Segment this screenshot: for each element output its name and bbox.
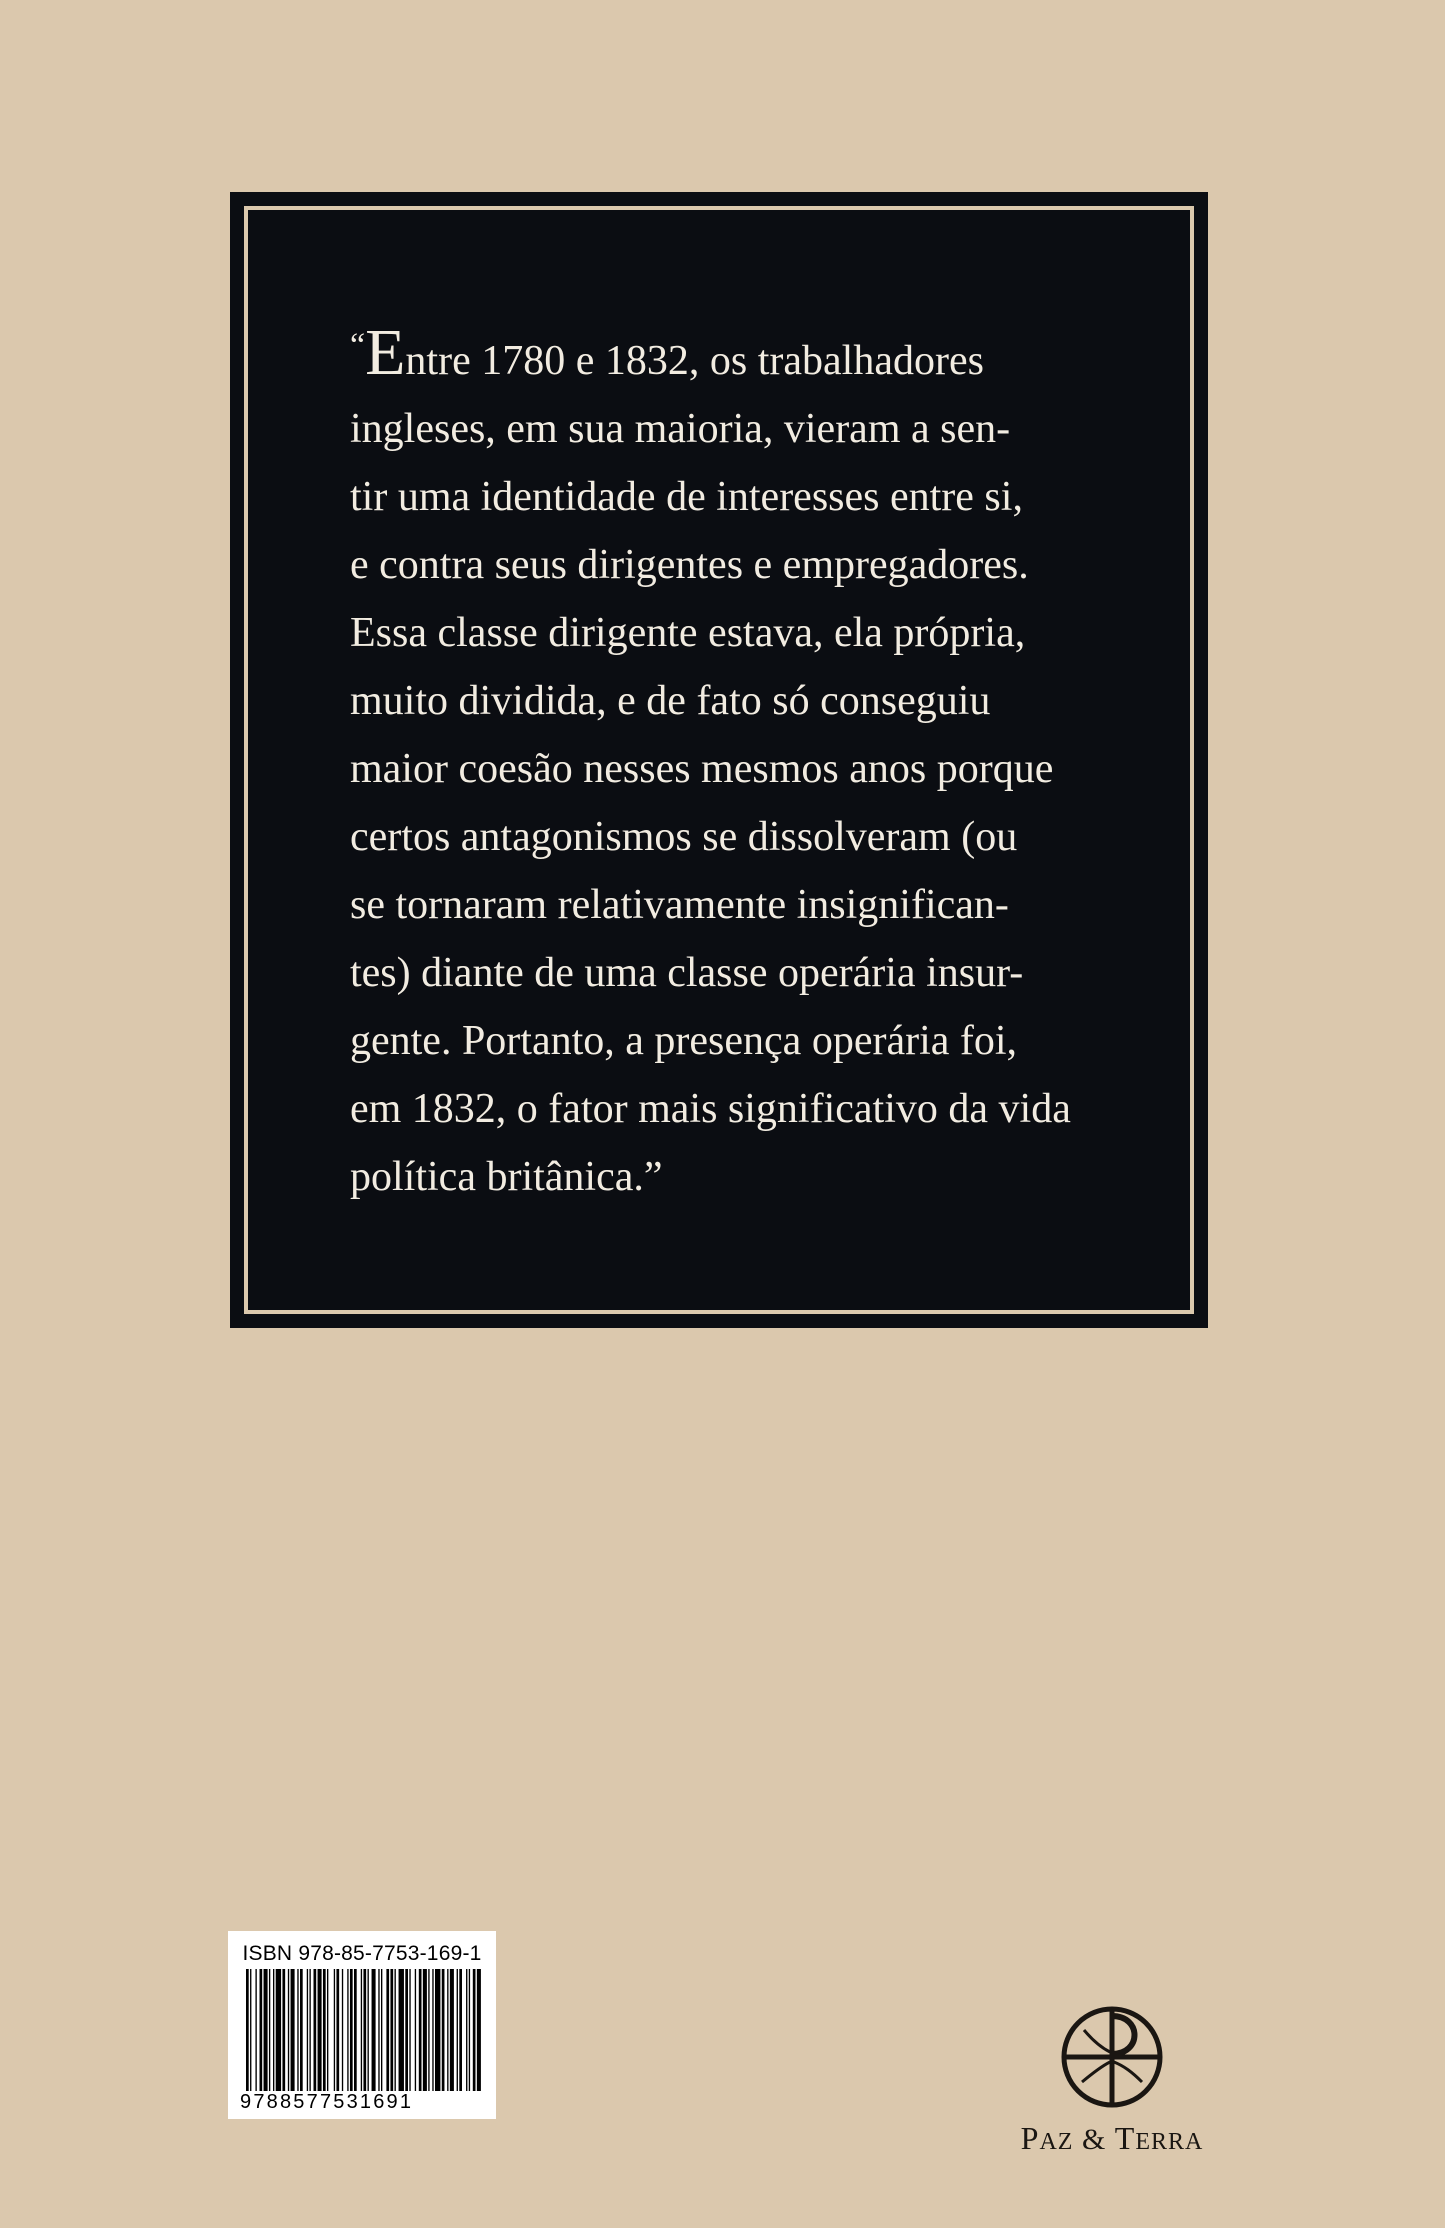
- barcode-bar: [291, 1969, 295, 2091]
- barcode-bar: [457, 1969, 458, 2091]
- publisher-name: PAZ & TERRA: [1020, 2120, 1204, 2156]
- barcode-bar: [336, 1969, 339, 2091]
- quote-line: tir uma identidade de interesses entre si,: [350, 474, 1023, 520]
- barcode-bar: [409, 1969, 410, 2091]
- barcode-bar: [459, 1969, 462, 2091]
- barcode-bar: [395, 1969, 396, 2091]
- quote-line: se tornaram relativamente insignifican-: [350, 882, 1009, 928]
- quote-last-line: política britânica.”: [350, 1154, 663, 1200]
- barcode-bar: [300, 1969, 303, 2091]
- barcode-bar: [269, 1969, 270, 2091]
- barcode-bar: [255, 1969, 256, 2091]
- quote-line: em 1832, o fator mais significativo da vida: [350, 1086, 1071, 1132]
- barcode-bar: [378, 1969, 379, 2091]
- barcode-bar: [273, 1969, 274, 2091]
- quote-line-1: [350, 312, 1092, 395]
- quote-panel: [230, 192, 1208, 1328]
- quote-line: Essa classe dirigente estava, ela própria,: [350, 610, 1026, 656]
- barcode-bar: [264, 1969, 268, 2091]
- drop-cap: E: [365, 316, 406, 389]
- barcode-bar: [447, 1969, 448, 2091]
- barcode-bar: [318, 1969, 322, 2091]
- barcode-bar: [288, 1969, 289, 2091]
- barcode-bar: [350, 1969, 353, 2091]
- barcode-digits: 9788577531691: [240, 2091, 414, 2113]
- isbn-barcode: [228, 1931, 496, 2119]
- barcode-bar: [314, 1969, 317, 2091]
- barcode-bar: [405, 1969, 408, 2091]
- quote-line: e contra seus dirigentes e empregadores.: [350, 542, 1029, 588]
- barcode-bar: [354, 1969, 357, 2091]
- barcode-bar: [399, 1969, 404, 2091]
- open-quote-mark: “: [350, 327, 366, 364]
- barcode-bar: [363, 1969, 366, 2091]
- barcode-bar: [477, 1969, 481, 2091]
- barcode-bar: [276, 1969, 281, 2091]
- barcode-bar: [450, 1969, 454, 2091]
- barcode-bar: [327, 1969, 328, 2091]
- quote-line: certos antagonismos se dissolveram (ou: [350, 814, 1018, 860]
- barcode-bar: [372, 1969, 376, 2091]
- barcode-bar: [390, 1969, 393, 2091]
- barcode-bar: [347, 1969, 348, 2091]
- barcode-bar: [386, 1969, 389, 2091]
- barcode-bar: [368, 1969, 369, 2091]
- barcode-bar: [297, 1969, 298, 2091]
- barcode-bar: [309, 1969, 310, 2091]
- barcode-bars: [246, 1969, 482, 2091]
- barcode-bar: [334, 1969, 335, 2091]
- barcode-bar: [260, 1969, 263, 2091]
- barcode-bar: [466, 1969, 467, 2091]
- barcode-bar: [250, 1969, 251, 2091]
- quote-line: gente. Portanto, a presença operária foi,: [350, 1018, 1018, 1064]
- barcode-bar: [361, 1969, 362, 2091]
- barcode-bar: [323, 1969, 326, 2091]
- barcode-bar: [432, 1969, 433, 2091]
- barcode-bar: [282, 1969, 285, 2091]
- back-cover-quote: [350, 312, 1092, 1211]
- barcode-bar: [469, 1969, 470, 2091]
- barcode-bar: [419, 1969, 422, 2091]
- quote-line: maior coesão nesses mesmos anos porque: [350, 746, 1054, 792]
- barcode-bar: [342, 1969, 343, 2091]
- quote-line: tes) diante de uma classe operária insur-: [350, 950, 1024, 996]
- barcode-bar: [415, 1969, 416, 2091]
- barcode-bar: [428, 1969, 429, 2091]
- barcode-bar: [381, 1969, 382, 2091]
- quote-line: muito dividida, e de fato só conseguiu: [350, 678, 991, 724]
- barcode-bar: [473, 1969, 476, 2091]
- quote-line: ingleses, em sua maioria, vieram a sen-: [350, 406, 1011, 452]
- paz-e-terra-logo-icon: [1002, 2002, 1222, 2112]
- barcode-bar: [246, 1969, 249, 2091]
- barcode-bar: [307, 1969, 308, 2091]
- barcode-bar: [435, 1969, 440, 2091]
- barcode-bar: [423, 1969, 427, 2091]
- isbn-label: ISBN 978-85-7753-169-1: [242, 1942, 482, 1965]
- quote-first-line: ntre 1780 e 1832, os trabalhadores: [405, 338, 984, 384]
- barcode-bar: [442, 1969, 445, 2091]
